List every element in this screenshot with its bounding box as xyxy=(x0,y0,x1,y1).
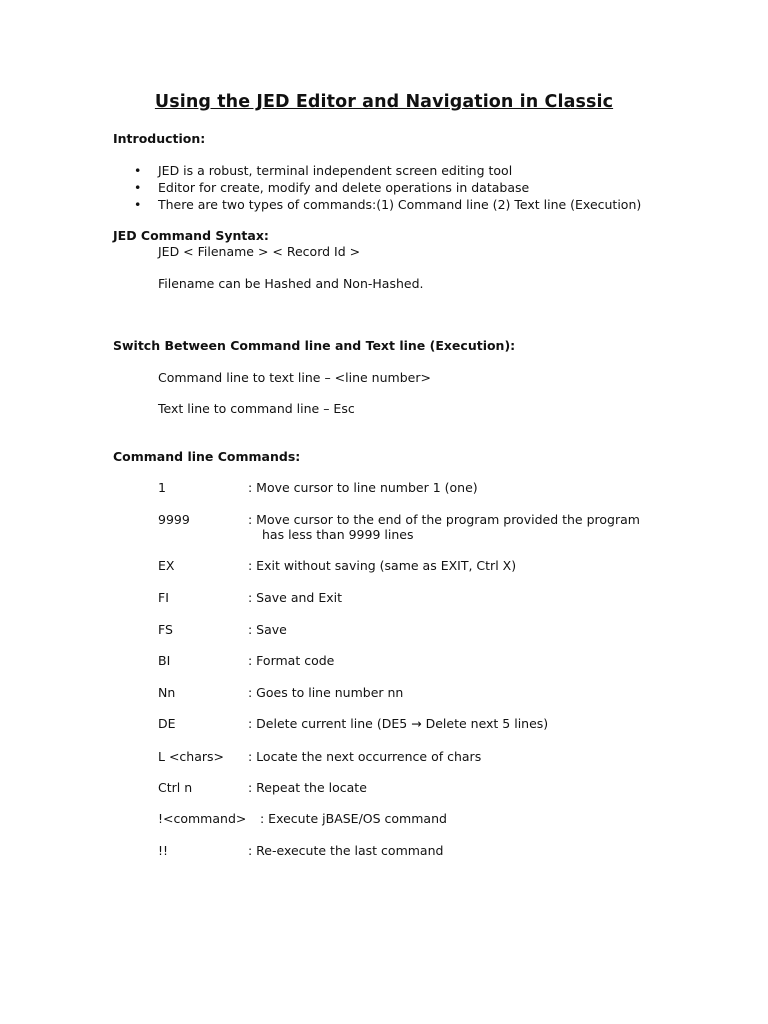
command-key: DE xyxy=(158,716,176,731)
command-description: : Save and Exit xyxy=(248,590,343,605)
page-title: Using the JED Editor and Navigation in Classic xyxy=(154,92,614,112)
command-key: FS xyxy=(158,622,173,637)
commands-heading: Command line Commands: xyxy=(113,449,301,464)
syntax-heading: JED Command Syntax: xyxy=(113,228,269,243)
list-item: • Editor for create, modify and delete operations in database xyxy=(134,180,530,195)
command-description: : Execute jBASE/OS command xyxy=(260,811,447,826)
command-description: : Re-execute the last command xyxy=(248,843,444,858)
command-description: : Save xyxy=(248,622,287,637)
introduction-list xyxy=(134,162,641,213)
command-key: L <chars> xyxy=(158,749,224,764)
switch-heading: Switch Between Command line and Text line (Execution): xyxy=(113,338,516,353)
command-description: : Move cursor to the end of the program provided the program xyxy=(248,512,640,527)
command-description: : Delete current line (DE5 → Delete next 5 lines) xyxy=(248,716,549,731)
switch-to-text: Command line to text line – <line number> xyxy=(158,370,431,385)
command-key: FI xyxy=(158,590,169,605)
list-item: • There are two types of commands:(1) Command line (2) Text line (Execution) xyxy=(134,197,642,212)
command-key: 1 xyxy=(158,480,166,495)
syntax-line: JED < Filename > < Record Id > xyxy=(158,244,361,259)
command-key: !! xyxy=(158,843,169,858)
command-description: : Locate the next occurrence of chars xyxy=(248,749,482,764)
command-description: : Repeat the locate xyxy=(248,780,367,795)
command-description: : Format code xyxy=(248,653,335,668)
bullet-icon: • xyxy=(134,180,142,195)
list-item: • JED is a robust, terminal independent screen editing tool xyxy=(134,163,513,178)
command-key: EX xyxy=(158,558,175,573)
command-key: BI xyxy=(158,653,171,668)
command-key: 9999 xyxy=(158,512,190,527)
command-description: : Exit without saving (same as EXIT, Ctrl X) xyxy=(248,558,517,573)
syntax-note: Filename can be Hashed and Non-Hashed. xyxy=(158,276,424,291)
command-key: !<command> xyxy=(158,811,247,826)
bullet-icon: • xyxy=(134,197,142,212)
bullet-icon: • xyxy=(134,163,142,178)
command-description: : Goes to line number nn xyxy=(248,685,404,700)
command-key: Nn xyxy=(158,685,176,700)
switch-to-command: Text line to command line – Esc xyxy=(158,401,355,416)
command-key: Ctrl n xyxy=(158,780,193,795)
introduction-heading: Introduction: xyxy=(113,131,206,146)
command-description: : Move cursor to line number 1 (one) xyxy=(248,480,478,495)
command-description-continued: has less than 9999 lines xyxy=(262,527,414,542)
